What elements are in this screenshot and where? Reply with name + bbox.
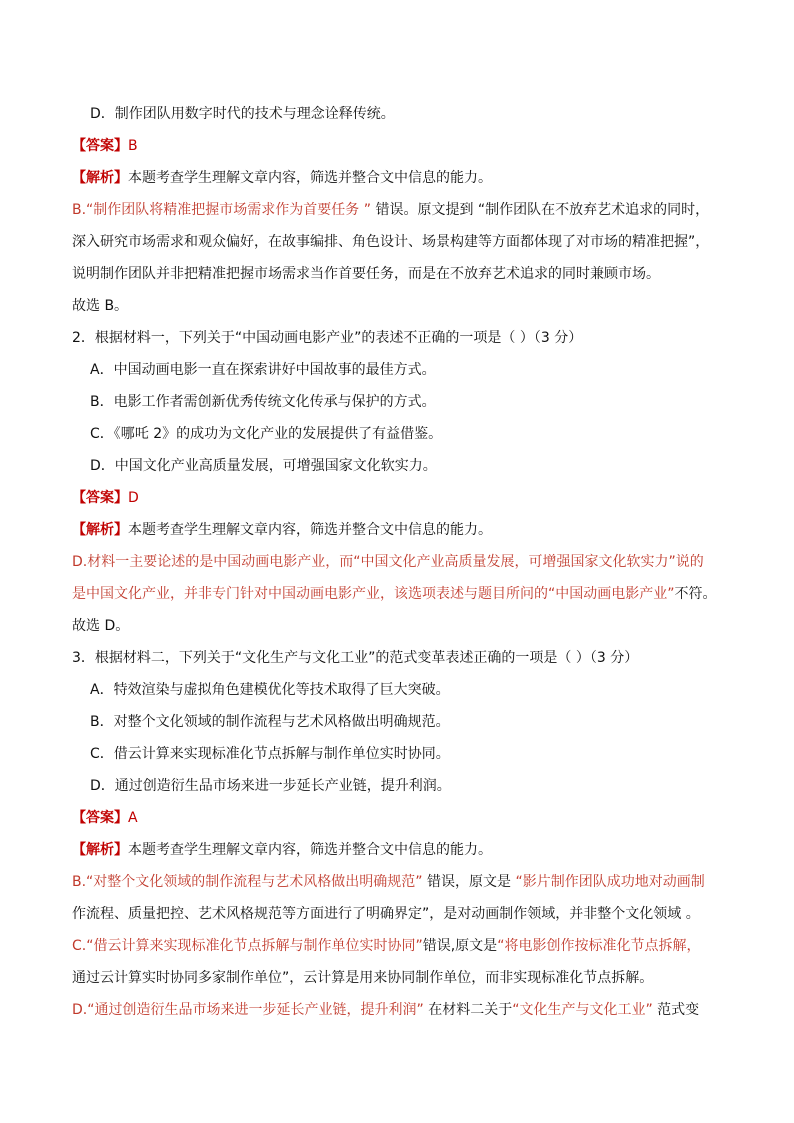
quoted-topic: “文化生产与文化工业” [512,1002,653,1018]
q3-stem: 3．根据材料二，下列关于“文化生产与文化工业”的范式变革表述正确的一项是（ ）（3 分） [72,650,639,666]
q1-detail-line-1 [72,200,709,220]
q1-option-d: D．制作团队用数字时代的技术与理念诠释传统。 [90,106,395,122]
q1-detail-line-2: 深入研究市场需求和观众偏好，在故事编排、角色设计、场景构建等方面都体现了对市场的精准把握”， [72,234,710,250]
detail-text: 不符。 [674,586,717,602]
detail-text: 是中国文化产业，并非专门针对中国动画电影产业，该选项表述与题目所问的 [72,586,548,602]
detail-text: 错误,原文是 [422,938,498,954]
detail-text: 错误，原文是 [422,874,516,890]
q2-option-a: A．中国动画电影一直在探索讲好中国故事的最佳方式。 [90,362,436,378]
q3-b-line-2: 作流程、质量把控、艺术风格规范等方面进行了明确界定”，是对动画制作领域，并非整个文化领域 。 [72,906,700,922]
q3-option-b: B．对整个文化领域的制作流程与艺术风格做出明确规范。 [90,714,450,730]
q3-c-line-1 [72,936,700,956]
answer-label: 【答案】 [72,810,128,826]
q1-analysis [72,168,492,188]
quoted-option: B.“对整个文化领域的制作流程与艺术风格做出明确规范” [72,874,423,890]
detail-text: 范式变 [652,1002,700,1018]
quoted-option: C.“借云计算来实现标准化节点拆解与制作单位实时协同” [72,938,423,954]
answer-value: A [128,810,138,826]
answer-label: 【答案】 [72,138,128,154]
answer-value: B [128,138,138,154]
q2-analysis [72,520,492,540]
q3-c-line-2: 通过云计算实时协同多家制作单位”，云计算是用来协同制作单位，而非实现标准化节点拆解。 [72,970,654,986]
answer-label: 【答案】 [72,490,128,506]
q1-conclusion: 故选 B。 [72,298,129,314]
q3-answer [72,808,138,828]
q3-option-a: A．特效渲染与虚拟角色建模优化等技术取得了巨大突破。 [90,682,450,698]
quoted-source: “影片制作团队成功地对动画制 [515,874,705,890]
analysis-label: 【解析】 [72,522,128,538]
detail-text: 错误。原文提到 “制作团队在不放弃艺术追求的同时， [371,202,710,218]
q3-option-d: D．通过创造衍生品市场来进一步延长产业链，提升利润。 [90,778,451,794]
quoted-option: D.“通过创造衍生品市场来进一步延长产业链，提升利润” [72,1002,424,1018]
quoted-source: “将电影创作按标准化节点拆解， [497,938,701,954]
q3-b-line-1 [72,872,705,892]
q2-option-b: B．电影工作者需创新优秀传统文化传承与保护的方式。 [90,394,436,410]
quoted-topic: “中国动画电影产业” [548,586,675,602]
q2-conclusion: 故选 D。 [72,618,130,634]
q3-option-c: C．借云计算来实现标准化节点拆解与制作单位实时协同。 [90,746,450,762]
q2-stem: 2．根据材料一，下列关于“中国动画电影产业”的表述不正确的一项是（ ）（3 分） [72,330,583,346]
analysis-text: 本题考查学生理解文章内容，筛选并整合文中信息的能力。 [128,522,492,538]
q2-detail-line-1: D.材料一主要论述的是中国动画电影产业，而“中国文化产业高质量发展，可增强国家文化软实力”说的 [72,554,704,570]
q3-d-line-1 [72,1000,699,1020]
q1-detail-line-3: 说明制作团队并非把精准把握市场需求当作首要任务，而是在不放弃艺术追求的同时兼顾市场。 [72,266,660,282]
q2-option-d: D．中国文化产业高质量发展，可增强国家文化软实力。 [90,458,437,474]
q1-answer [72,136,138,156]
q2-answer [72,488,139,508]
answer-value: D [128,490,139,506]
analysis-label: 【解析】 [72,170,128,186]
q3-analysis [72,840,492,860]
analysis-text: 本题考查学生理解文章内容，筛选并整合文中信息的能力。 [128,170,492,186]
analysis-label: 【解析】 [72,842,128,858]
analysis-text: 本题考查学生理解文章内容，筛选并整合文中信息的能力。 [128,842,492,858]
q2-option-c: C．《哪吒 2》的成功为文化产业的发展提供了有益借鉴。 [90,426,443,442]
q2-detail-line-2 [72,584,717,604]
quoted-option: B.“制作团队将精准把握市场需求作为首要任务 ” [72,202,372,218]
detail-text: 在材料二关于 [423,1002,513,1018]
